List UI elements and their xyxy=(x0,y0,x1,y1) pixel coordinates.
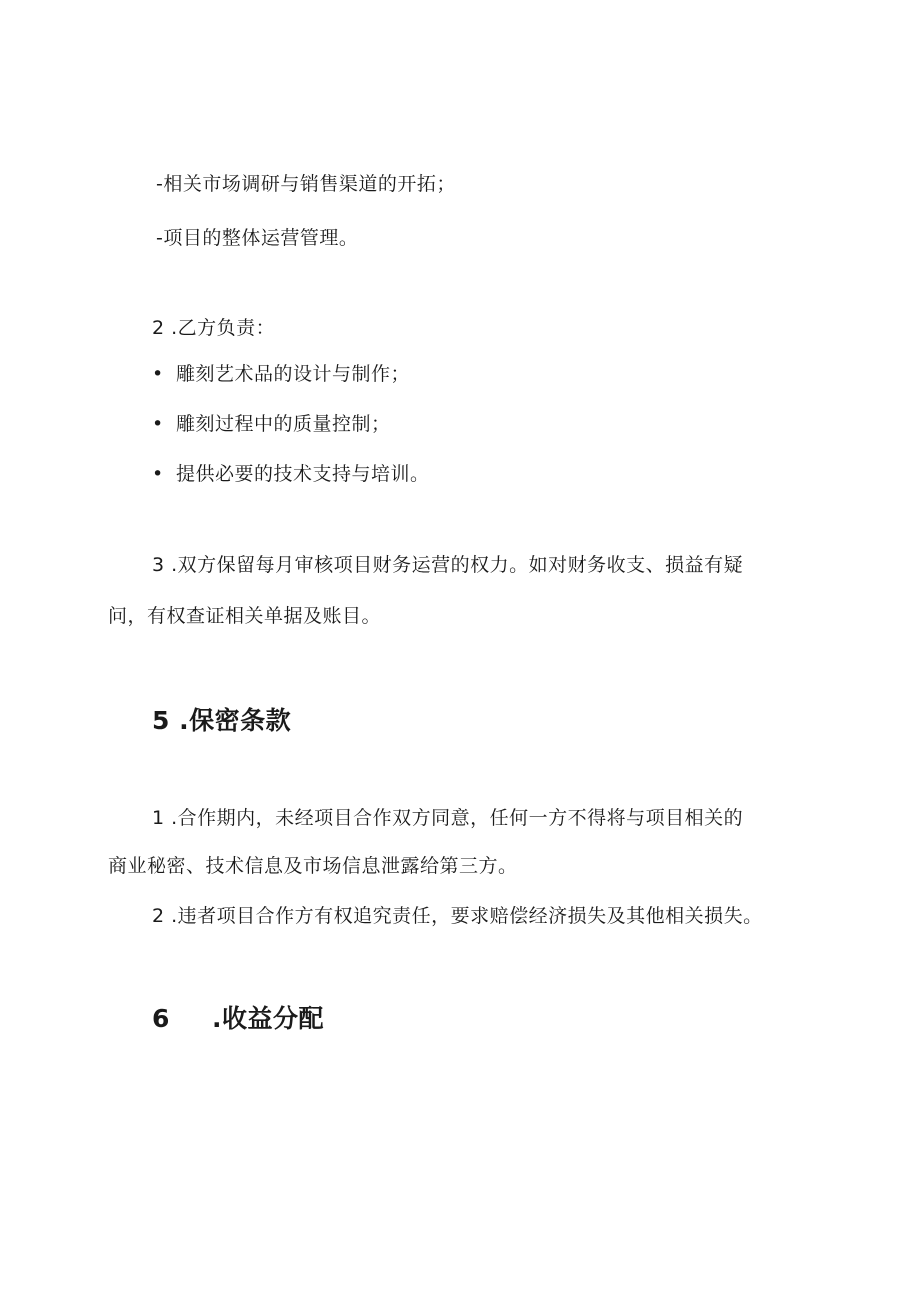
confidentiality-clause-1-line-2: 商业秘密、技术信息及市场信息泄露给第三方。 xyxy=(108,855,518,877)
section-5-title: .保密条款 xyxy=(179,706,292,735)
bullet-symbol: • xyxy=(152,363,164,385)
confidentiality-clause-2: 2 .违者项目合作方有权追究责任，要求赔偿经济损失及其他相关损失。 xyxy=(152,905,763,927)
confidentiality-clause-1-line-1: 1 .合作期内，未经项目合作双方同意，任何一方不得将与项目相关的 xyxy=(152,807,744,829)
party-b-item-support xyxy=(152,462,430,486)
responsibility-operation-management: -项目的整体运营管理。 xyxy=(156,227,359,249)
section-6-title: .收益分配 xyxy=(212,1004,324,1033)
responsibility-market-research: -相关市场调研与销售渠道的开拓； xyxy=(156,173,456,195)
bullet-symbol: • xyxy=(152,413,164,435)
party-b-item-text: 提供必要的技术支持与培训。 xyxy=(176,463,430,485)
section-5-heading xyxy=(152,706,291,736)
party-b-responsibility-title: 2 .乙方负责： xyxy=(152,317,276,339)
section-5-number: 5 xyxy=(152,706,170,735)
section-6-heading xyxy=(152,1004,324,1034)
section-6-number: 6 xyxy=(152,1004,170,1033)
party-b-item-design xyxy=(152,362,410,386)
audit-clause-line-1: 3 .双方保留每月审核项目财务运营的权力。如对财务收支、损益有疑 xyxy=(152,554,744,576)
party-b-item-text: 雕刻过程中的质量控制； xyxy=(176,413,391,435)
party-b-item-text: 雕刻艺术品的设计与制作； xyxy=(176,363,411,385)
party-b-item-quality xyxy=(152,412,391,436)
audit-clause-line-2: 问，有权查证相关单据及账目。 xyxy=(108,605,382,627)
bullet-symbol: • xyxy=(152,463,164,485)
